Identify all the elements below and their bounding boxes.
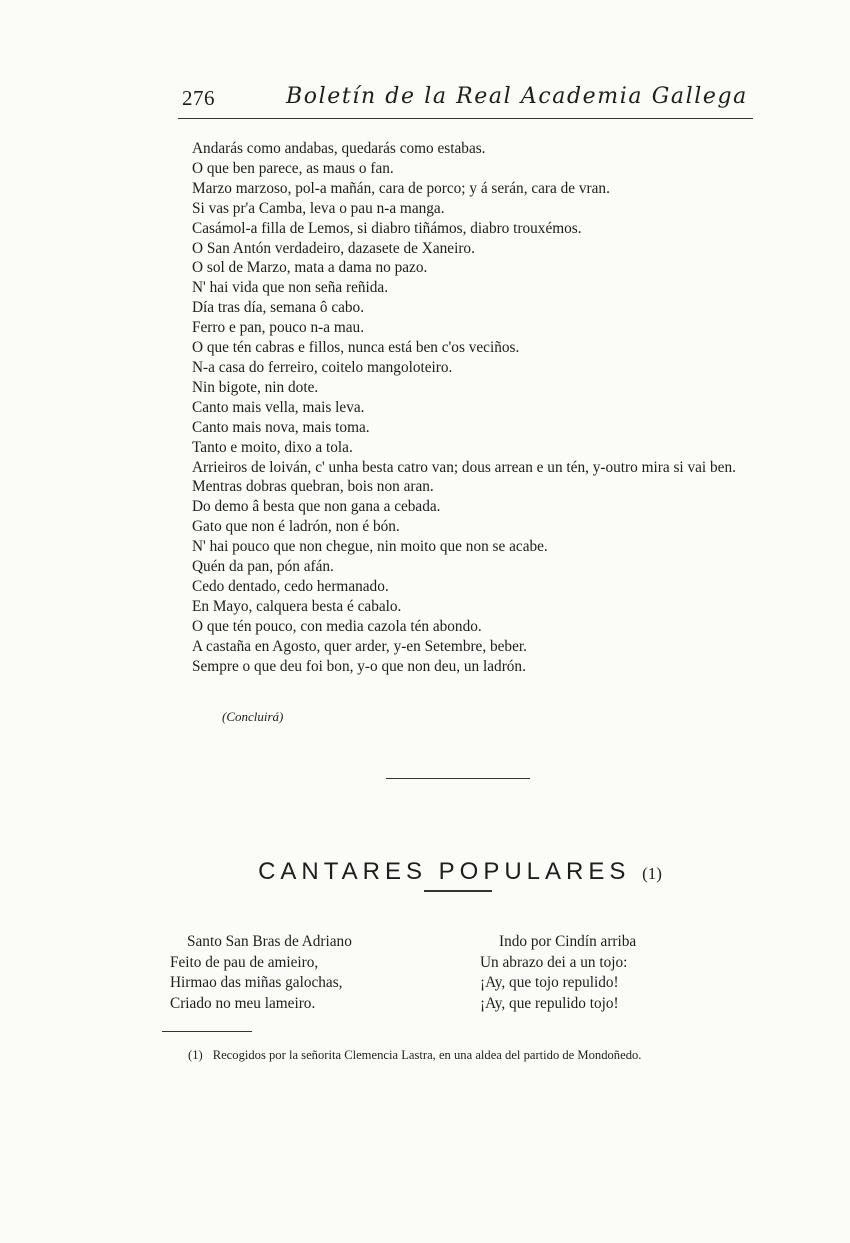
proverb-line: Quén da pan, pón afán. bbox=[192, 558, 334, 576]
proverb-line: A castaña en Agosto, quer arder, y-en Setembre, beber. bbox=[192, 637, 527, 655]
proverb-line: O que tén cabras e fillos, nunca está ben c'os veciños. bbox=[192, 339, 520, 357]
proverb-line: Día tras día, semana ô cabo. bbox=[192, 299, 365, 317]
proverb-line: O sol de Marzo, mata a dama no pazo. bbox=[192, 259, 428, 277]
running-head bbox=[178, 84, 753, 120]
proverb-line: Si vas pr'a Camba, leva o pau n-a manga. bbox=[192, 199, 445, 217]
verse-line: Hirmao das miñas galochas, bbox=[170, 974, 343, 991]
proverb-line: N' hai pouco que non chegue, nin moito que non se acabe. bbox=[192, 538, 548, 556]
footnote bbox=[160, 1046, 764, 1065]
verse-line: ¡Ay, que tojo repulido! bbox=[480, 974, 619, 991]
verse-line: Criado no meu lameiro. bbox=[170, 994, 316, 1012]
proverb-line: Tanto e moito, dixo a tola. bbox=[192, 438, 353, 456]
proverb-line: O que ben parece, as maus o fan. bbox=[192, 159, 394, 177]
proverb-line: Nin bigote, nin dote. bbox=[192, 378, 319, 396]
section-title bbox=[160, 858, 760, 886]
proverb-line: Mentras dobras quebran, bois non aran. bbox=[192, 478, 434, 496]
proverb-line: N-a casa do ferreiro, coitelo mangoloteiro. bbox=[192, 358, 453, 376]
footnote-rule bbox=[162, 1031, 252, 1032]
header-rule bbox=[178, 118, 753, 119]
verse-line: Indo por Cindín arriba bbox=[499, 933, 637, 950]
verse-line: Santo San Bras de Adriano bbox=[187, 933, 352, 950]
to-be-concluded-note: (Concluirá) bbox=[222, 709, 284, 724]
verse-line: Un abrazo dei a un tojo: bbox=[480, 953, 628, 971]
verse-line: ¡Ay, que repulido tojo! bbox=[480, 994, 619, 1012]
proverb-line: N' hai vida que non seña reñida. bbox=[192, 279, 389, 297]
title-underline bbox=[424, 890, 492, 892]
stanza-right bbox=[480, 932, 636, 1014]
proverb-list bbox=[160, 139, 760, 676]
proverb-line: En Mayo, calquera besta é cabalo. bbox=[192, 597, 402, 615]
proverb-line: Arrieiros de loiván, c' unha besta catro van; dous arrean e un tén, y-outro mira si vai ben. bbox=[192, 458, 736, 476]
proverb-line: Gato que non é ladrón, non é bón. bbox=[192, 518, 400, 536]
section-title-text: CANTARES POPULARES bbox=[258, 857, 631, 885]
proverb-line: Canto mais vella, mais leva. bbox=[192, 398, 365, 416]
proverb-line: Andarás como andabas, quedarás como estabas. bbox=[192, 140, 486, 157]
footnote-text: Recogidos por la señorita Clemencia Lastra, en una aldea del partido de Mondoñedo. bbox=[212, 1048, 642, 1062]
footnote-mark: (1) bbox=[188, 1048, 203, 1062]
proverb-line: Canto mais nova, mais toma. bbox=[192, 418, 370, 436]
page-number: 276 bbox=[182, 86, 215, 110]
stanza-left bbox=[170, 932, 352, 1014]
proverb-line: Marzo marzoso, pol-a mañán, cara de porco; y á serán, cara de vran. bbox=[192, 179, 610, 197]
proverb-line: Ferro e pan, pouco n-a mau. bbox=[192, 319, 365, 337]
verse-line: Feito de pau de amieiro, bbox=[170, 953, 319, 971]
section-divider bbox=[386, 778, 530, 779]
proverb-line: Cedo dentado, cedo hermanado. bbox=[192, 577, 389, 595]
proverb-line: Do demo â besta que non gana a cebada. bbox=[192, 498, 441, 516]
proverb-line: Casámol-a filla de Lemos, si diabro tiñámos, diabro trouxémos. bbox=[192, 219, 582, 237]
journal-title: Boletín de la Real Academia Gallega bbox=[286, 84, 748, 109]
proverb-line: Sempre o que deu foi bon, y-o que non deu, un ladrón. bbox=[192, 657, 526, 675]
footnote-reference: (1) bbox=[642, 863, 662, 883]
proverb-line: O San Antón verdadeiro, dazasete de Xaneiro. bbox=[192, 239, 475, 257]
proverb-line: O que tén pouco, con media cazola tén abondo. bbox=[192, 617, 482, 635]
